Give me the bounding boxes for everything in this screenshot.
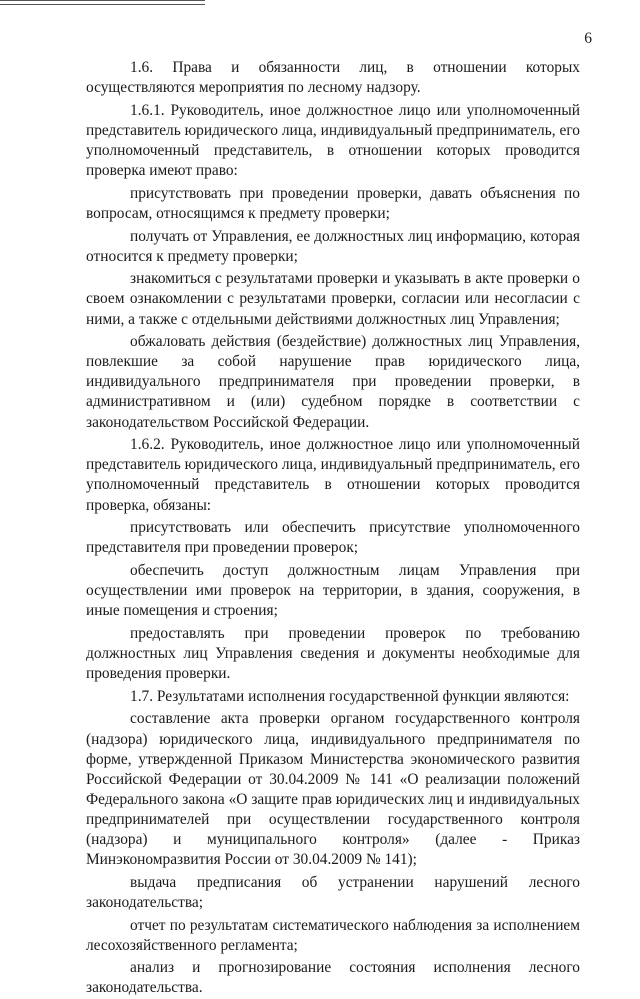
result-item-report: отчет по результатам систематического наблюдения за исполнением лесохозяйственного регламента; xyxy=(86,916,580,954)
page-number: 6 xyxy=(584,30,592,47)
right-item-explanations: присутствовать при проведении проверки, давать объяснения по вопросам, относящимся к предмету проверки; xyxy=(86,184,580,222)
top-border-line xyxy=(0,0,205,5)
result-item-order: выдача предписания об устранении нарушений лесного законодательства; xyxy=(86,873,580,911)
right-item-appeal: обжаловать действия (бездействие) должностных лиц Управления, повлекшие за собой нарушение прав юридического лица, индивидуального предпринимателя при проведении проверки, в административном и (или) судебном порядке в соответствии с законодательством Российской Федерации. xyxy=(86,333,580,431)
document-body xyxy=(86,58,580,999)
duty-item-presence: присутствовать или обеспечить присутствие уполномоченного представителя при проведении проверок; xyxy=(86,519,580,557)
paragraph-1-7: 1.7. Результатами исполнения государственной функции являются: xyxy=(130,687,570,705)
duty-item-documents: предоставлять при проведении проверок по требованию должностных лиц Управления сведения и документы необходимые для проведения проверки. xyxy=(86,624,580,683)
result-item-act: составление акта проверки органом государственного контроля (надзора) юридического лица, индивидуального предпринимателя по форме, утвержденной Приказом Министерства экономического развития Российской Федерации от 30.04.2009 № 141 «О реализации положений Федерального закона «О защите прав юридических лиц и индивидуальных предпринимателей при осуществлении государственного контроля (надзора) и муниципального контроля» (далее - Приказ Минэкономразвития России от 30.04.2009 № 141); xyxy=(86,710,580,869)
result-item-analysis: анализ и прогнозирование состояния исполнения лесного законодательства. xyxy=(86,959,580,997)
paragraph-1-6-1: 1.6.1. Руководитель, иное должностное лицо или уполномоченный представитель юридического лица, индивидуальный предприниматель, его уполномоченный представитель, в отношении которых проводится проверка имеют право: xyxy=(86,101,580,180)
paragraph-1-6: 1.6. Права и обязанности лиц, в отношении которых осуществляются мероприятия по лесному надзору. xyxy=(86,59,580,97)
right-item-information: получать от Управления, ее должностных лиц информацию, которая относится к предмету проверки; xyxy=(86,227,580,265)
right-item-results: знакомиться с результатами проверки и указывать в акте проверки о своем ознакомлении с результатами проверки, согласии или несогласии с ними, а также с отдельными действиями должностных лиц Управления; xyxy=(86,270,580,328)
duty-item-access: обеспечить доступ должностным лицам Управления при осуществлении ими проверок на территории, в здания, сооружения, в иные помещения и строения; xyxy=(86,562,580,620)
paragraph-1-6-2: 1.6.2. Руководитель, иное должностное лицо или уполномоченный представитель юридического лица, индивидуальный предприниматель, его уполномоченный представитель в отношении которых проводится проверка, обязаны: xyxy=(86,436,580,514)
